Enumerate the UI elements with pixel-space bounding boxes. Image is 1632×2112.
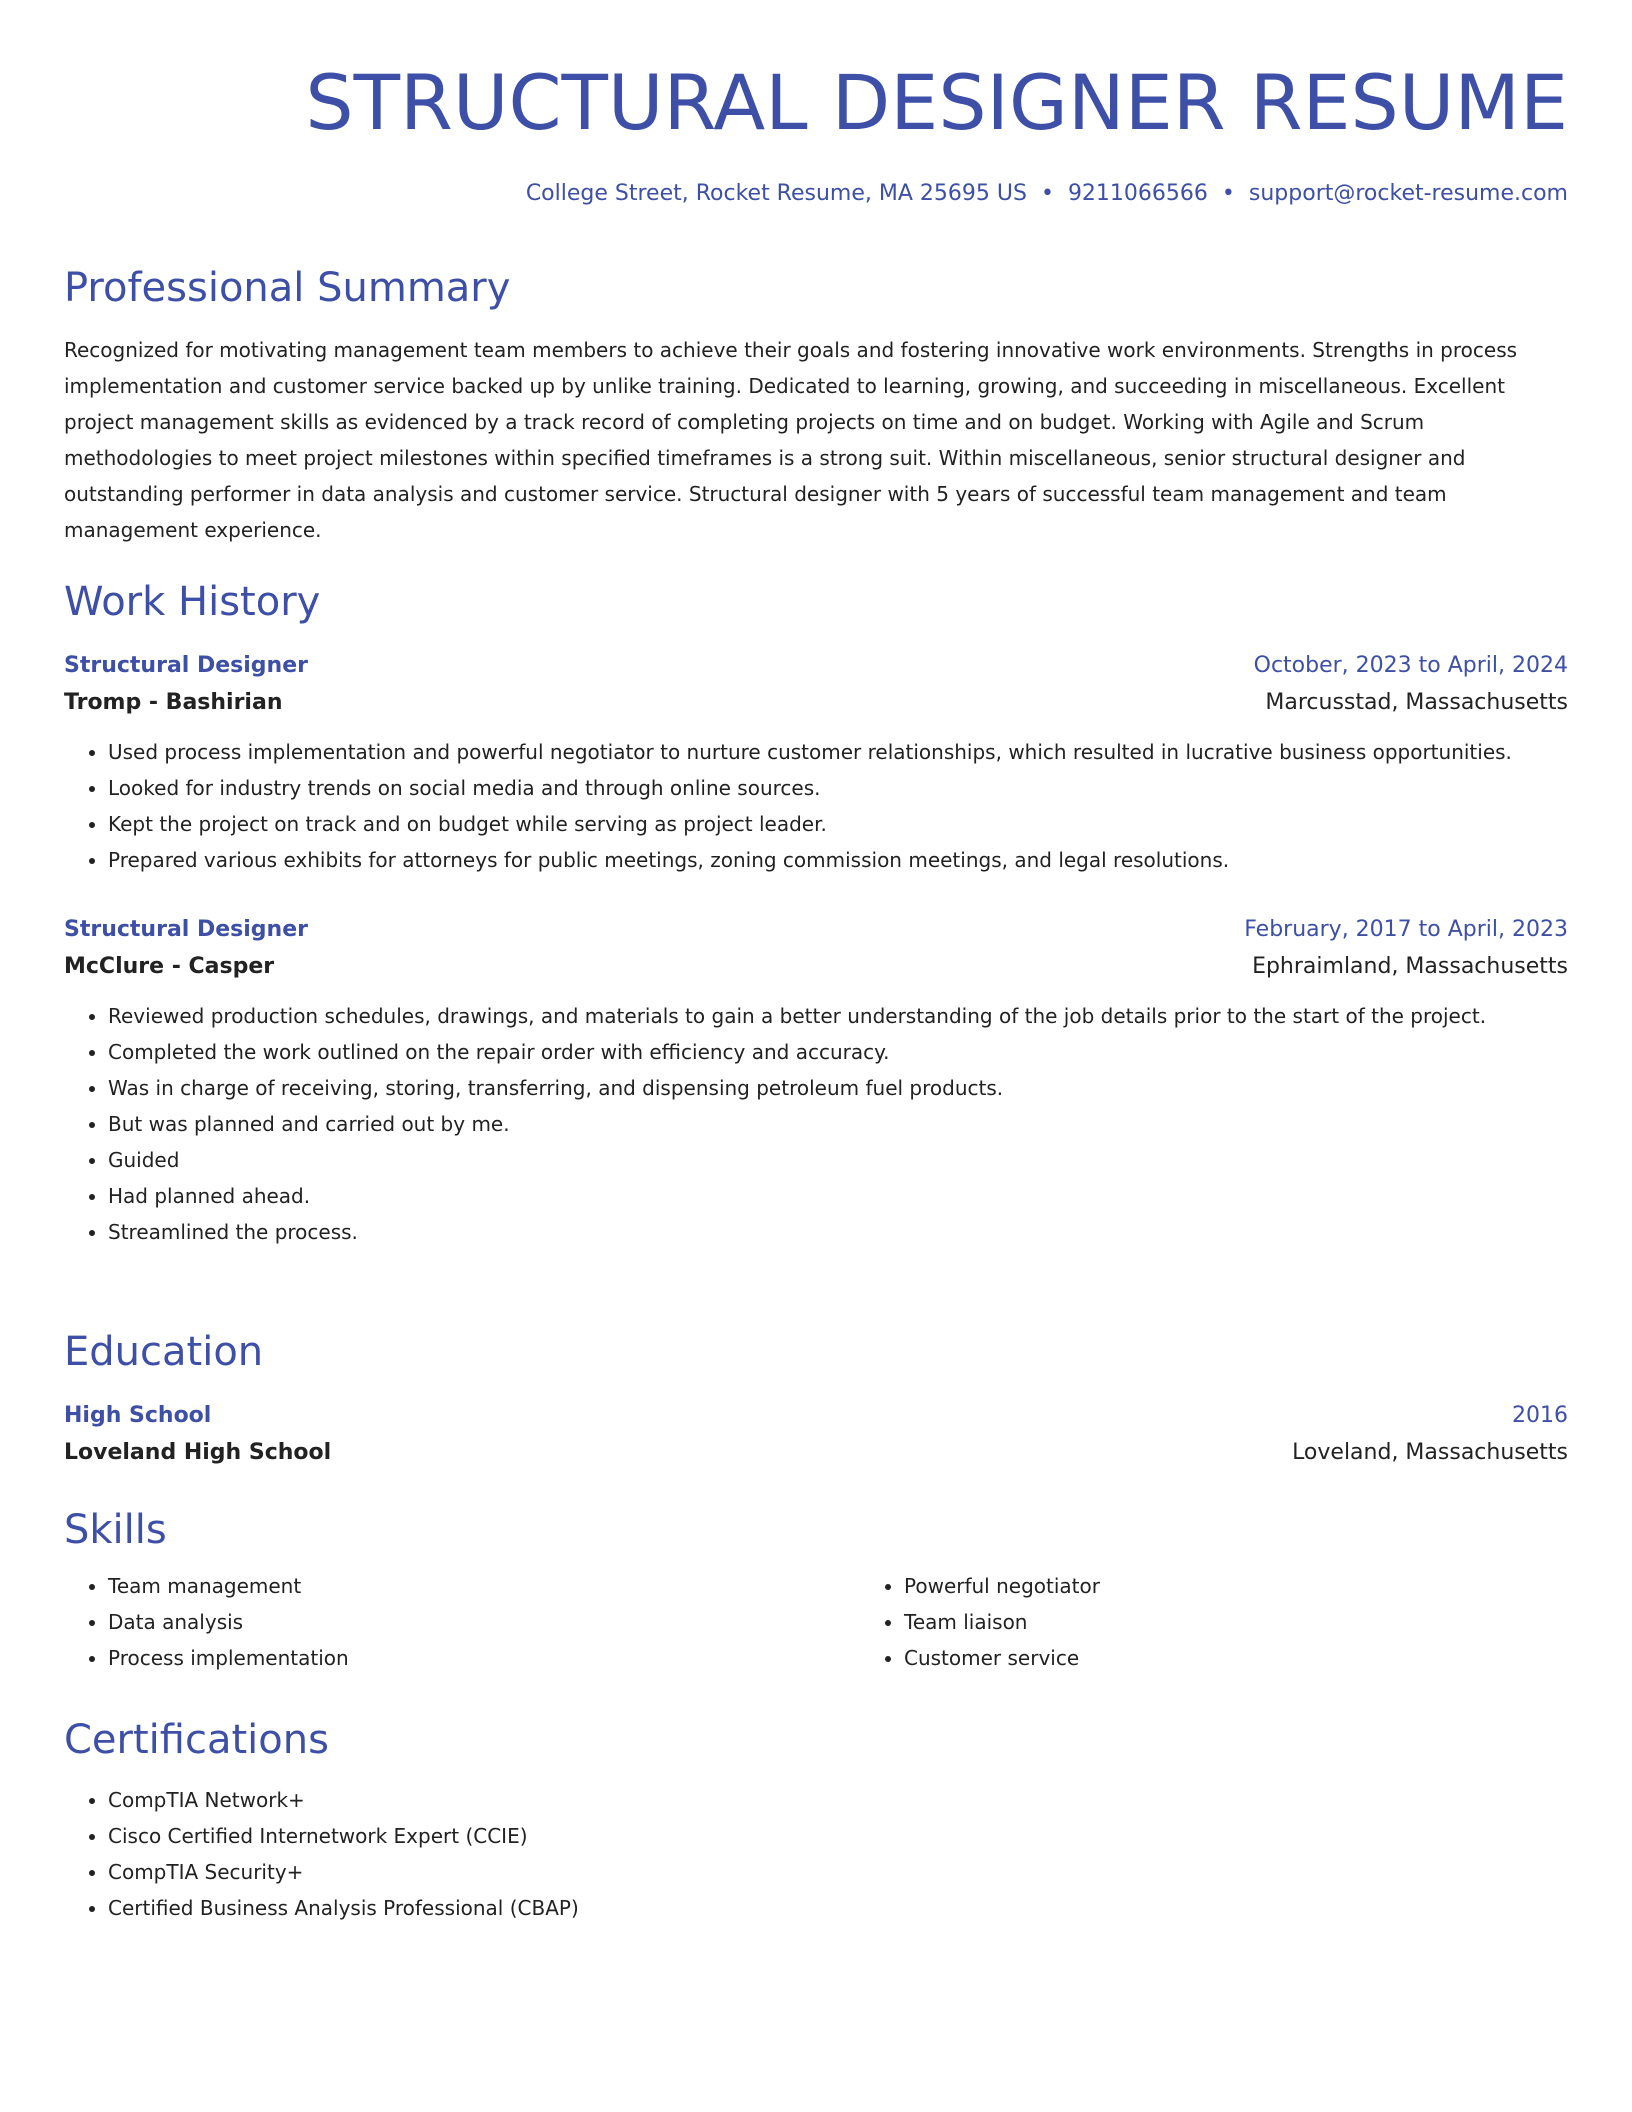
contact-phone: 9211066566 [1067,181,1208,206]
certifications-section [64,1710,579,1926]
job-bullet: • Streamlined the process. [108,1214,1568,1250]
contact-separator: • [1040,181,1054,206]
skills-list-left [64,1568,860,1676]
work-history-section [64,572,1568,1250]
skill-item: • Data analysis [108,1604,860,1640]
job-bullet: • Reviewed production schedules, drawings, and materials to gain a better understanding of the job details prior to the start of the project. [108,998,1568,1034]
contact-line [64,176,1568,212]
job-entry [64,912,1568,1250]
certifications-heading: Certifications [64,1717,329,1763]
education-degree: High School [64,1403,212,1428]
skills-section [64,1500,1568,1676]
job-company: McClure - Casper [64,954,275,979]
summary-section [64,258,1568,548]
education-year: 2016 [1512,1403,1568,1428]
certification-item: • CompTIA Network+ [108,1782,579,1818]
resume-title: STRUCTURAL DESIGNER RESUME [305,58,1568,147]
skill-item: • Team management [108,1568,860,1604]
certification-item: • Cisco Certified Internetwork Expert (CCIE) [108,1818,579,1854]
summary-text: Recognized for motivating management team members to achieve their goals and fostering innovative work environments. Strengths in process implementation and customer service backed up by unlike training. Dedicated to learning, growing, and succeeding in miscellaneous. Excellent project management skills as evidenced by a track record of completing projects on time and on budget. Working with Agile and Scrum methodologies to meet project milestones within specified timeframes is a strong suit. Within miscellaneous, senior structural designer and outstanding performer in data analysis and customer service. Structural designer with 5 years of successful team management and team management experience. [64,338,1518,542]
job-bullet: • Completed the work outlined on the repair order with efficiency and accuracy. [108,1034,1568,1070]
job-bullets [64,998,1568,1250]
skill-item: • Process implementation [108,1640,860,1676]
work-history-heading: Work History [64,579,321,625]
contact-address: College Street, Rocket Resume, MA 25695 US [525,181,1027,206]
skill-item: • Customer service [904,1640,1632,1676]
job-location: Ephraimland, Massachusetts [1252,954,1568,979]
job-bullet: • Kept the project on track and on budget while serving as project leader. [108,806,1568,842]
job-bullet: • But was planned and carried out by me. [108,1106,1568,1142]
skills-heading: Skills [64,1507,167,1553]
education-section [64,1322,1568,1472]
job-bullet: • Had planned ahead. [108,1178,1568,1214]
skill-item: • Team liaison [904,1604,1632,1640]
job-bullet: • Prepared various exhibits for attorneys for public meetings, zoning commission meetings, and legal resolutions. [108,842,1568,878]
job-company: Tromp - Bashirian [64,690,283,715]
skill-item: • Powerful negotiator [904,1568,1632,1604]
certification-item: • Certified Business Analysis Professional (CBAP) [108,1890,579,1926]
education-school: Loveland High School [64,1440,332,1465]
contact-separator: • [1221,181,1235,206]
education-entry [64,1398,1568,1472]
job-bullet: • Used process implementation and powerful negotiator to nurture customer relationships, which resulted in lucrative business opportunities. [108,734,1568,770]
skills-list-right [860,1568,1632,1676]
job-title: Structural Designer [64,653,308,678]
education-heading: Education [64,1329,264,1375]
certification-item: • CompTIA Security+ [108,1854,579,1890]
job-title: Structural Designer [64,917,308,942]
job-dates: February, 2017 to April, 2023 [1244,917,1568,942]
job-bullet: • Looked for industry trends on social media and through online sources. [108,770,1568,806]
job-entry [64,648,1568,878]
job-bullet: • Guided [108,1142,1568,1178]
contact-email: support@rocket-resume.com [1248,181,1568,206]
certifications-list [64,1782,579,1926]
education-location: Loveland, Massachusetts [1292,1440,1568,1465]
job-location: Marcusstad, Massachusetts [1265,690,1568,715]
job-dates: October, 2023 to April, 2024 [1253,653,1568,678]
job-bullets [64,734,1568,878]
job-bullet: • Was in charge of receiving, storing, transferring, and dispensing petroleum fuel products. [108,1070,1568,1106]
summary-heading: Professional Summary [64,265,511,311]
